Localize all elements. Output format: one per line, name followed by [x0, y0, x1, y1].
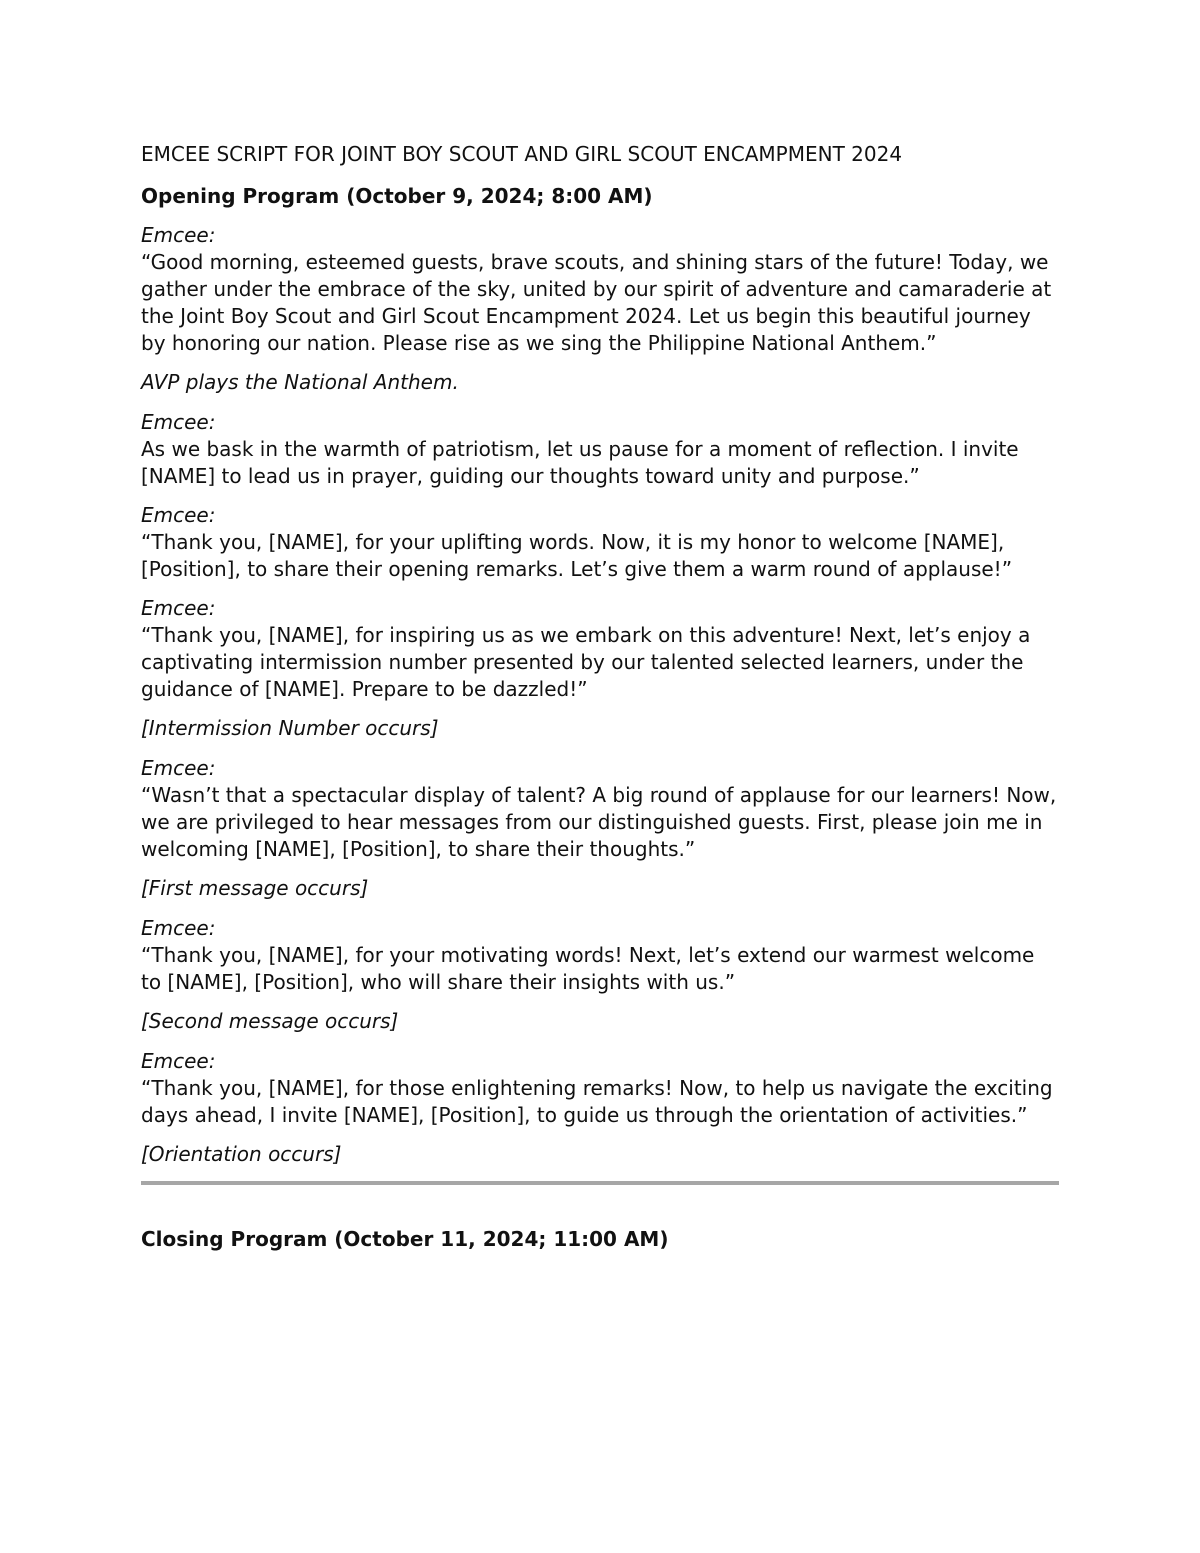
speaker-label: Emcee:	[141, 596, 216, 620]
closing-program-heading: Closing Program (October 11, 2024; 11:00 AM)	[141, 1227, 669, 1251]
speaker-label: Emcee:	[141, 503, 216, 527]
speaker-label: Emcee:	[141, 1049, 216, 1073]
script-block	[141, 502, 1059, 583]
speaker-label: Emcee:	[141, 756, 216, 780]
speaker-label: Emcee:	[141, 223, 216, 247]
speech-text: “Thank you, [NAME], for those enlightening remarks! Now, to help us navigate the exciting days ahead, I invite [NAME], [Position], to guide us through the orientation of activities.”	[141, 1076, 1053, 1127]
script-block	[141, 755, 1059, 863]
document-title: EMCEE SCRIPT FOR JOINT BOY SCOUT AND GIRL SCOUT ENCAMPMENT 2024	[141, 142, 903, 166]
speaker-label: Emcee:	[141, 410, 216, 434]
script-block	[141, 595, 1059, 703]
script-block	[141, 915, 1059, 996]
script-block	[141, 1048, 1059, 1129]
speech-text: “Thank you, [NAME], for your motivating words! Next, let’s extend our warmest welcome to [NAME], [Position], who will share their insights with us.”	[141, 943, 1035, 994]
stage-cue: AVP plays the National Anthem.	[141, 370, 459, 394]
speech-text: As we bask in the warmth of patriotism, let us pause for a moment of reflection. I invite [NAME] to lead us in prayer, guiding our thoughts toward unity and purpose.”	[141, 437, 1019, 488]
stage-cue: [Intermission Number occurs]	[141, 716, 439, 740]
stage-cue: [Second message occurs]	[141, 1009, 399, 1033]
stage-cue: [First message occurs]	[141, 876, 369, 900]
section-divider	[141, 1181, 1059, 1185]
speech-text: “Wasn’t that a spectacular display of talent? A big round of applause for our learners! Now, we are privileged to hear messages from our distinguished guests. First, please join me in welcoming [NAME], [Position], to share their thoughts.”	[141, 783, 1057, 861]
script-block	[141, 409, 1059, 490]
speech-text: “Thank you, [NAME], for inspiring us as we embark on this adventure! Next, let’s enjoy a captivating intermission number presented by our talented selected learners, under the guidance of [NAME]. Prepare to be dazzled!”	[141, 623, 1031, 701]
opening-program-heading: Opening Program (October 9, 2024; 8:00 AM)	[141, 184, 653, 208]
document-page	[141, 138, 1059, 1265]
stage-cue: [Orientation occurs]	[141, 1142, 342, 1166]
speech-text: “Good morning, esteemed guests, brave scouts, and shining stars of the future! Today, we gather under the embrace of the sky, united by our spirit of adventure and camaraderie at the Joint Boy Scout and Girl Scout Encampment 2024. Let us begin this beautiful journey by honoring our nation. Please rise as we sing the Philippine National Anthem.”	[141, 250, 1052, 355]
speaker-label: Emcee:	[141, 916, 216, 940]
speech-text: “Thank you, [NAME], for your uplifting words. Now, it is my honor to welcome [NAME], [Position], to share their opening remarks. Let’s give them a warm round of applause!”	[141, 530, 1013, 581]
script-block	[141, 222, 1059, 357]
